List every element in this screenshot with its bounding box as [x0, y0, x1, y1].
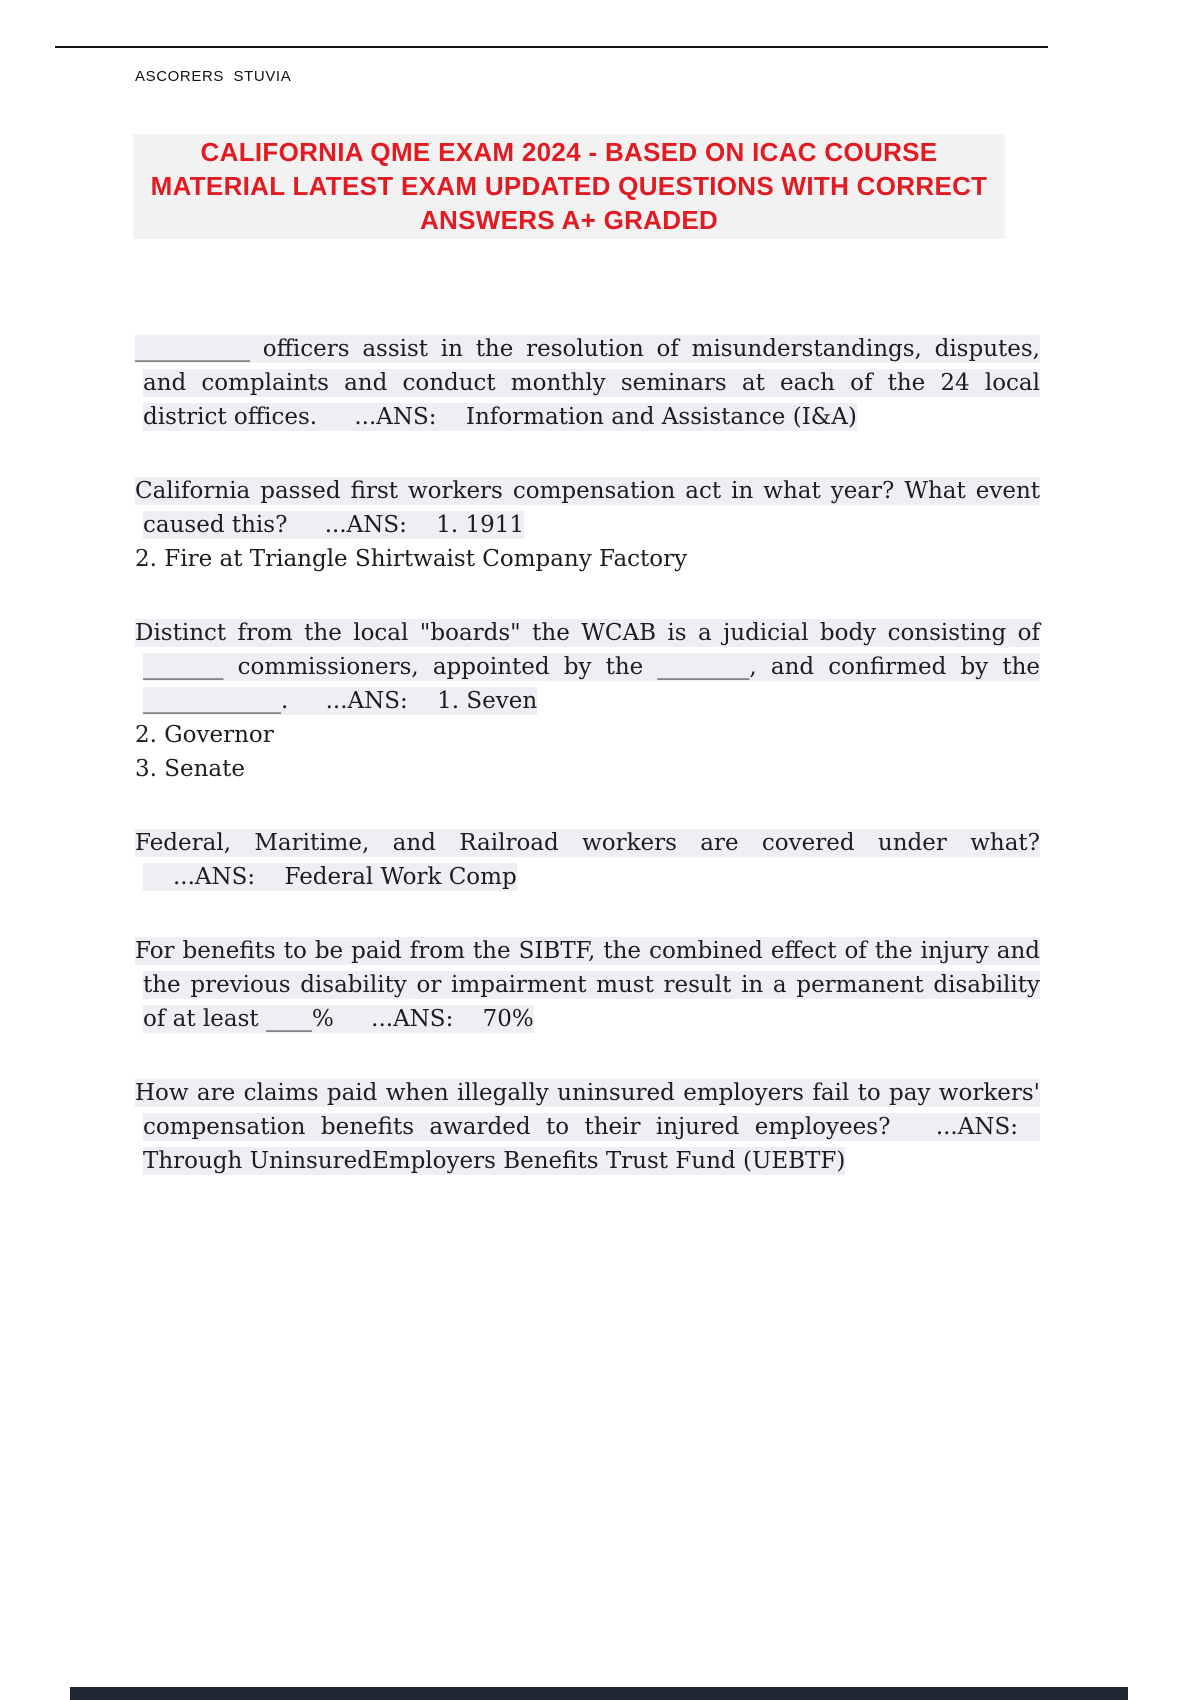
highlighted-text — [135, 477, 1040, 539]
highlighted-text — [135, 1079, 1040, 1175]
ans-label: ...ANS: — [354, 404, 437, 430]
highlighted-text — [135, 937, 1040, 1033]
qa-item-2 — [135, 474, 1040, 576]
question-text: For benefits to be paid from the SIBTF, the combined effect of the injury and the previous disability or impairment must result in a permanent disability of at least ____% — [135, 938, 1040, 1032]
answer-extra-line: 2. Governor — [135, 722, 274, 748]
qa-item-5 — [135, 934, 1040, 1036]
highlighted-text — [135, 619, 1040, 715]
ans-label: ...ANS: — [173, 864, 256, 890]
top-rule — [55, 46, 1048, 48]
highlighted-text — [135, 829, 1040, 891]
question-text: California passed first workers compensation act in what year? What event caused this? — [135, 478, 1040, 538]
qa-paragraph — [135, 616, 1040, 718]
question-text: __________ officers assist in the resolution of misunderstandings, disputes, and complaints and conduct monthly seminars at each of the 24 local district offices. — [135, 336, 1040, 430]
answer-text: Information and Assistance (I&A) — [465, 404, 857, 430]
qa-item-1 — [135, 332, 1040, 434]
qa-paragraph — [135, 934, 1040, 1036]
qa-item-4 — [135, 826, 1040, 894]
question-text: How are claims paid when illegally uninsured employers fail to pay workers' compensation benefits awarded to their injured employees? — [135, 1080, 1040, 1140]
answer-text: Through UninsuredEmployers Benefits Trust Fund (UEBTF) — [143, 1148, 846, 1174]
answer-text: 1. 1911 — [436, 512, 525, 538]
answer-extra-line: 2. Fire at Triangle Shirtwaist Company Factory — [135, 546, 688, 572]
question-text: Distinct from the local "boards" the WCAB is a judicial body consisting of _______ commissioners, appointed by the ________, and confirmed by the ____________. — [135, 620, 1040, 714]
qa-paragraph — [135, 826, 1040, 894]
ans-label: ...ANS: — [324, 512, 407, 538]
ans-label: ...ANS: — [935, 1114, 1018, 1140]
answer-extra-line: 3. Senate — [135, 756, 246, 782]
qa-paragraph — [135, 1076, 1040, 1178]
answer-text: Federal Work Comp — [284, 864, 517, 890]
ans-label: ...ANS: — [371, 1006, 454, 1032]
question-text: Federal, Maritime, and Railroad workers are covered under what? — [135, 830, 1040, 856]
qa-paragraph — [135, 332, 1040, 434]
footer-bar — [70, 1687, 1128, 1700]
answer-text: 70% — [482, 1006, 534, 1032]
highlighted-text — [135, 335, 1040, 431]
ans-label: ...ANS: — [325, 688, 408, 714]
qa-paragraph — [135, 474, 1040, 542]
answer-text: 1. Seven — [437, 688, 538, 714]
qa-item-6 — [135, 1076, 1040, 1178]
publisher-brand: ASCORERS STUVIA — [135, 68, 292, 85]
document-title: CALIFORNIA QME EXAM 2024 - BASED ON ICAC COURSE MATERIAL LATEST EXAM UPDATED QUESTIONS WITH CORRECT ANSWERS A+ GRADED — [133, 134, 1005, 239]
qa-list — [135, 332, 1040, 1218]
qa-item-3 — [135, 616, 1040, 786]
